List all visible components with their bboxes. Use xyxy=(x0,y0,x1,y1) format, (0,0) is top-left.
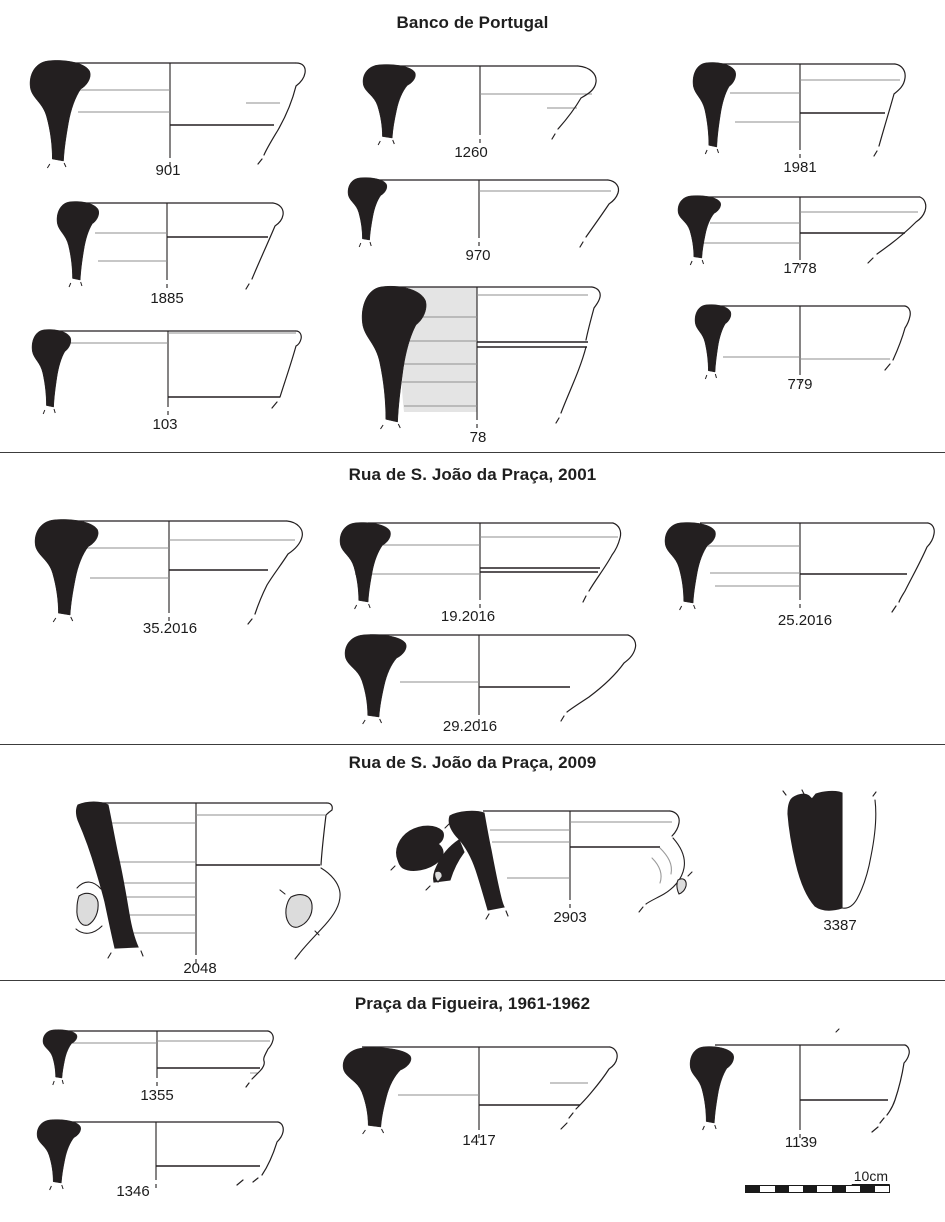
scale-bar-segment xyxy=(789,1186,803,1192)
sherd-78 xyxy=(358,280,608,448)
scale-bar-label: 10cm xyxy=(853,1168,888,1184)
scale-bar xyxy=(745,1185,890,1193)
scale-bar-segment xyxy=(846,1186,860,1192)
sherd-label: 25.2016 xyxy=(777,612,833,629)
sherd-3387 xyxy=(778,790,918,938)
sherd-779 xyxy=(693,303,918,391)
scale-bar-segment xyxy=(775,1186,789,1192)
sherd-label: 1355 xyxy=(140,1087,174,1104)
scale-bar-segment xyxy=(860,1186,874,1192)
sherd-1139 xyxy=(685,1028,920,1150)
sherd-103 xyxy=(28,325,313,437)
sherd-label: 2903 xyxy=(553,909,587,926)
sherd-1981 xyxy=(688,58,918,183)
sherd-2048-drawing xyxy=(63,798,343,978)
section-title-praca-2001: Rua de S. João da Praça, 2001 xyxy=(348,465,597,484)
sherd-2903 xyxy=(390,800,710,928)
sherd-1346-drawing xyxy=(33,1118,283,1200)
sherd-970 xyxy=(345,176,630,271)
sherd-label: 35.2016 xyxy=(142,620,198,637)
sherd-label: 1778 xyxy=(783,260,817,277)
scale-bar-segment xyxy=(746,1186,760,1192)
sherd-1355 xyxy=(38,1028,283,1106)
sherd-1885 xyxy=(55,195,290,307)
sherd-19-2016 xyxy=(338,513,633,628)
section-title-figueira: Praça da Figueira, 1961-1962 xyxy=(354,994,591,1013)
sherd-78-drawing xyxy=(358,280,608,448)
sherd-25-2016 xyxy=(663,515,943,630)
sherd-label: 1417 xyxy=(462,1132,496,1149)
sherd-901 xyxy=(28,58,313,178)
sherd-2903-drawing xyxy=(390,800,710,928)
sherd-29-2016 xyxy=(343,633,643,735)
sherd-label: 19.2016 xyxy=(440,608,496,625)
sherd-3387-drawing xyxy=(778,790,918,938)
section-title-praca-2009: Rua de S. João da Praça, 2009 xyxy=(348,753,597,772)
sherd-label: 2048 xyxy=(183,960,217,977)
sherd-label: 1346 xyxy=(116,1183,150,1200)
scale-bar-segment xyxy=(803,1186,817,1192)
sherd-label: 1139 xyxy=(784,1134,818,1151)
section-divider xyxy=(0,744,945,745)
sherd-1139-drawing xyxy=(685,1028,920,1150)
sherd-label: 103 xyxy=(152,416,178,433)
sherd-2048 xyxy=(63,798,343,978)
sherd-901-drawing xyxy=(28,58,313,178)
sherd-label: 29.2016 xyxy=(442,718,498,735)
sherd-label: 1260 xyxy=(454,144,488,161)
sherd-label: 3387 xyxy=(823,917,857,934)
scale-bar-segment xyxy=(875,1186,889,1192)
sherd-label: 1981 xyxy=(783,159,817,176)
sherd-1260 xyxy=(345,60,605,160)
sherd-1346 xyxy=(33,1118,283,1200)
scale-bar-segment xyxy=(760,1186,774,1192)
sherd-1417 xyxy=(340,1040,630,1148)
sherd-label: 1885 xyxy=(150,290,184,307)
sherd-label: 901 xyxy=(155,162,181,179)
section-divider xyxy=(0,452,945,453)
sherd-label: 970 xyxy=(465,247,491,264)
section-title-banco: Banco de Portugal xyxy=(396,13,549,32)
scale-bar-segment xyxy=(817,1186,831,1192)
sherd-1778 xyxy=(677,195,928,280)
sherd-35-2016 xyxy=(33,515,333,643)
sherd-label: 779 xyxy=(787,376,813,393)
section-divider xyxy=(0,980,945,981)
sherd-label: 78 xyxy=(469,429,487,446)
scale-bar-segment xyxy=(832,1186,846,1192)
